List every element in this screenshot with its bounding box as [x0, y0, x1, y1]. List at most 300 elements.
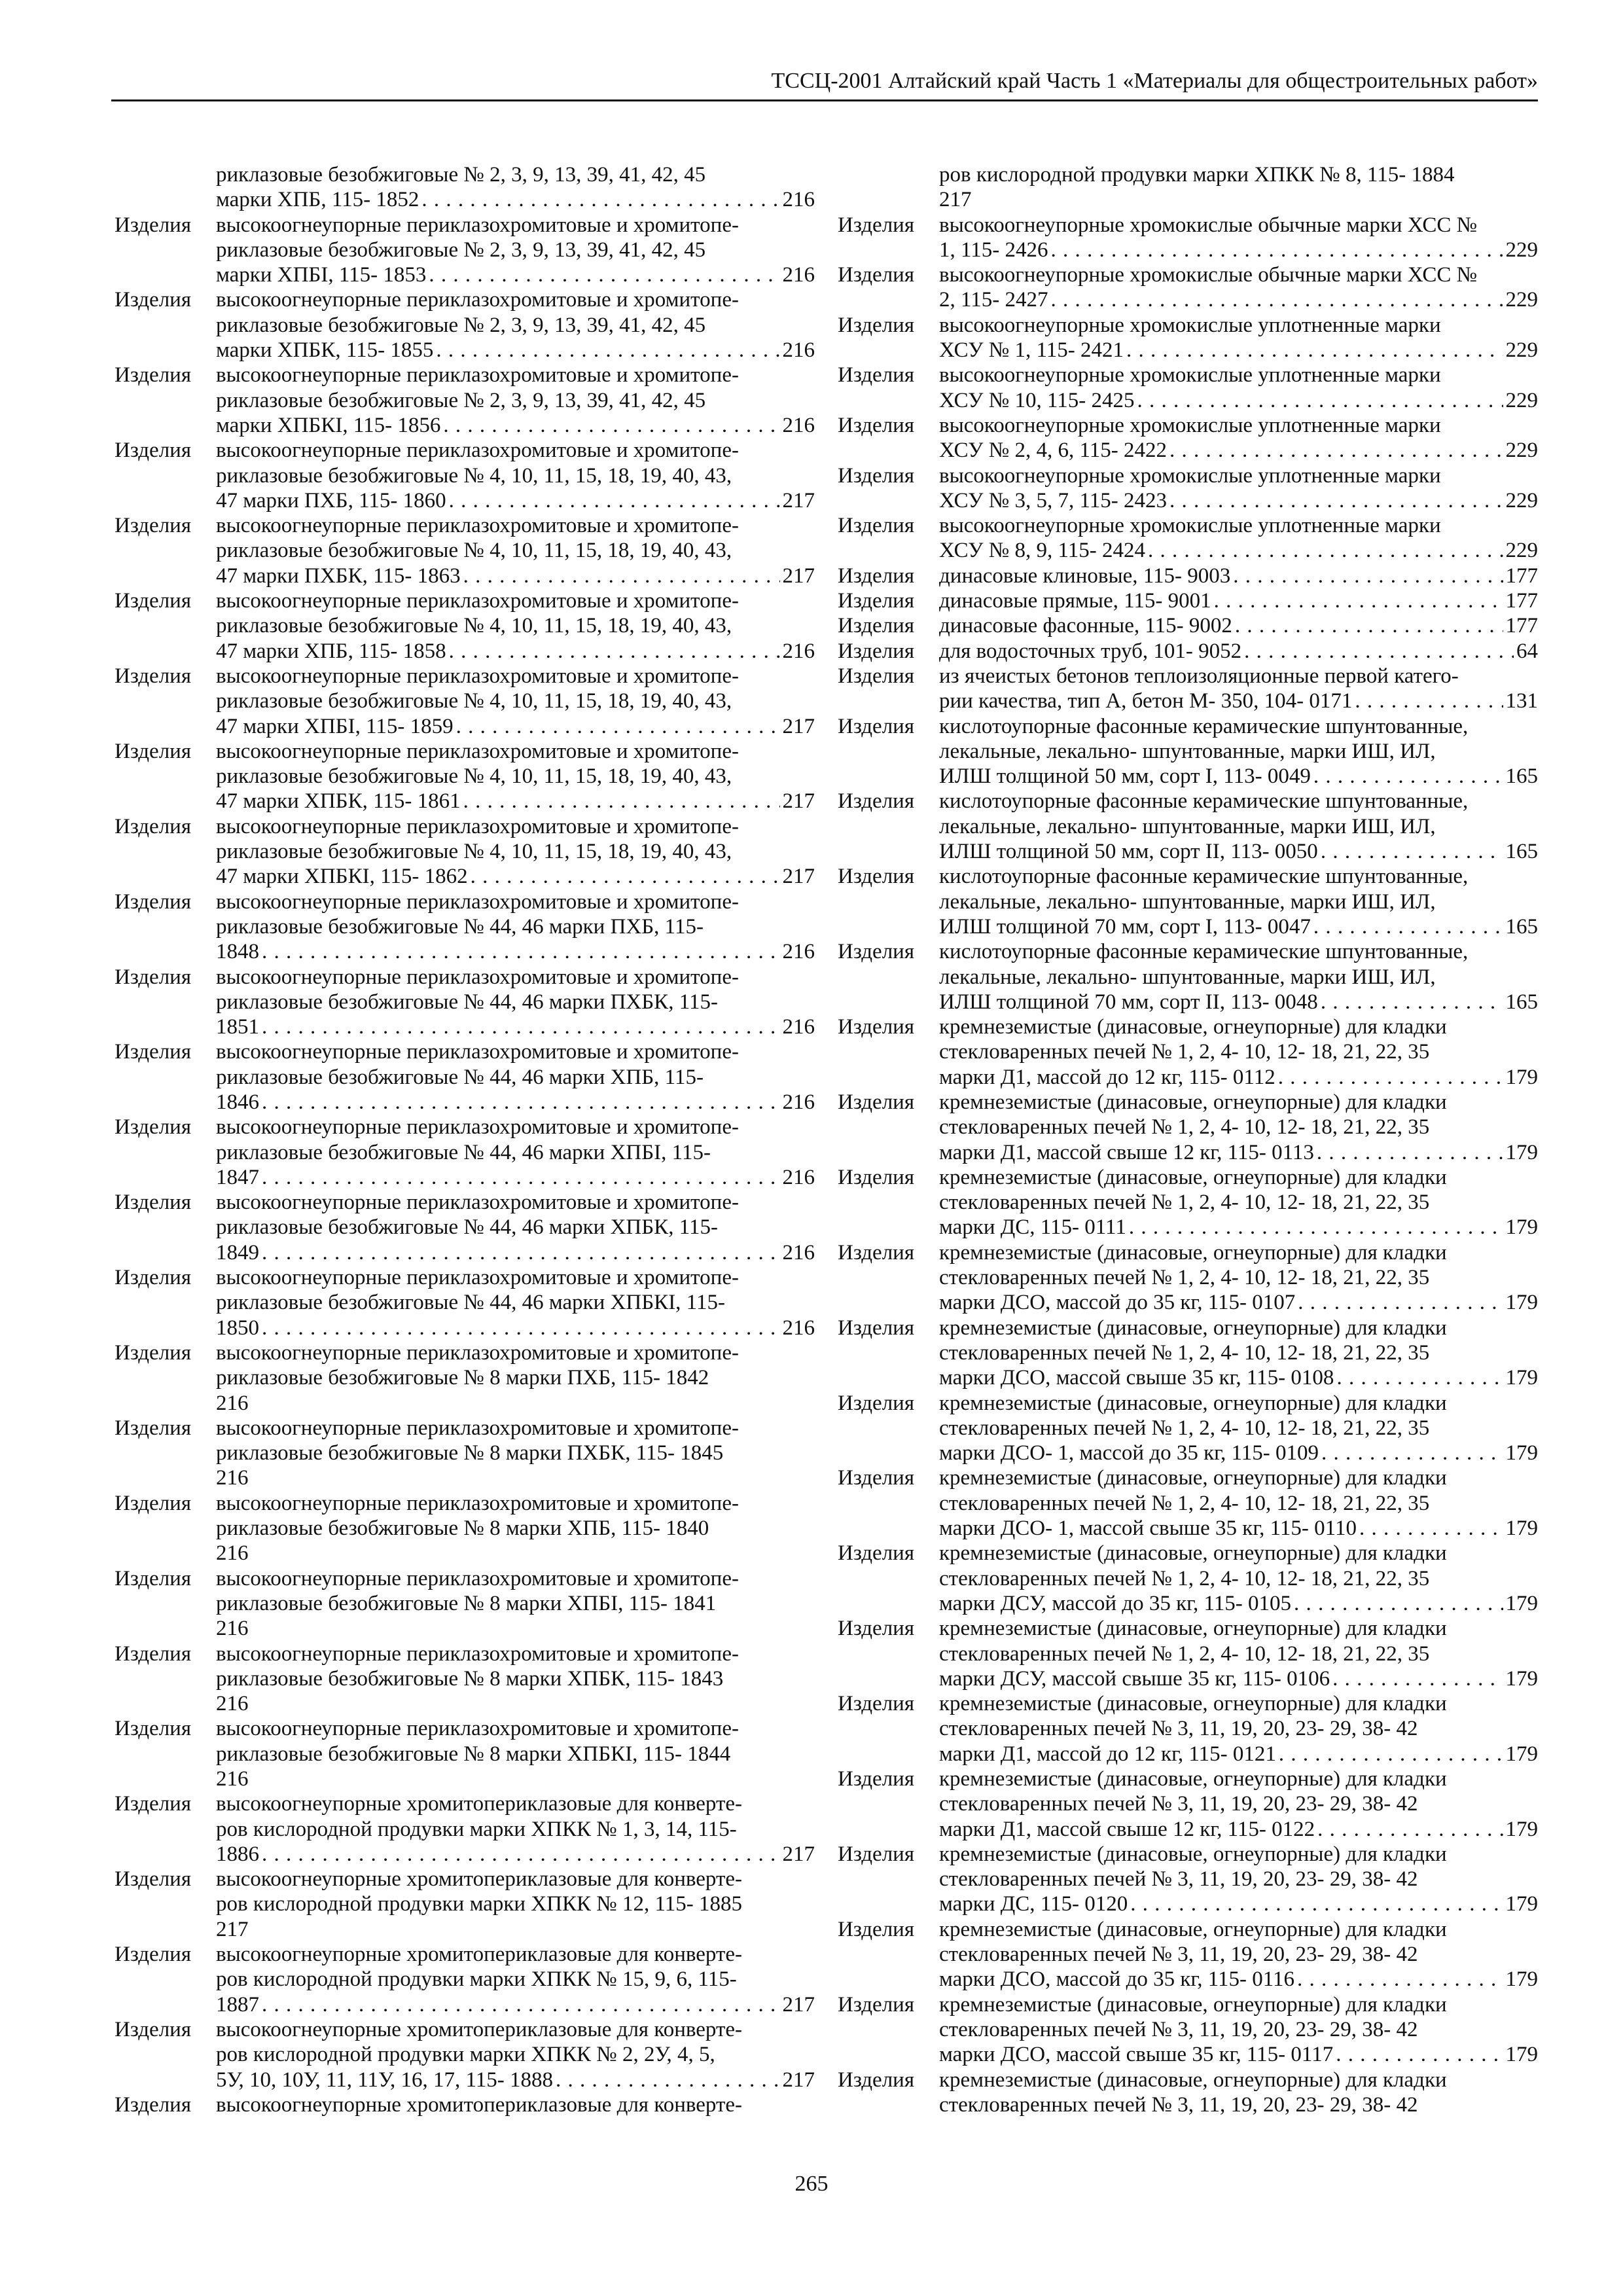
entry-page-ref: 179 — [1505, 1892, 1538, 1916]
dot-leader — [1313, 914, 1503, 939]
entry-page-ref: 177 — [1505, 614, 1538, 638]
index-entry — [838, 1842, 1538, 1917]
entry-lead-word: Изделия — [115, 1717, 192, 1741]
entry-text: риклазовые безобжиговые № 4, 10, 11, 15, 18, 19, 40, 43, — [216, 689, 732, 713]
index-entry — [115, 889, 815, 965]
entry-text: 216 — [216, 1541, 249, 1566]
entry-lead-word: Изделия — [115, 288, 192, 312]
index-entry — [838, 2068, 1538, 2118]
entry-lead-word: Изделия — [115, 1115, 192, 1139]
index-entry-line — [115, 2068, 815, 2092]
entry-lead-word: Изделия — [115, 2092, 192, 2117]
entry-text: высокоогнеупорные хромокислые обычные марки ХСС № — [939, 213, 1478, 237]
index-entry-line — [838, 438, 1538, 463]
index-entry-line — [115, 613, 815, 638]
dot-leader — [449, 639, 780, 664]
index-entry-line — [838, 388, 1538, 413]
index-entry-line — [115, 2017, 815, 2042]
dot-leader — [1332, 1666, 1503, 1691]
dot-leader — [262, 1165, 780, 1190]
entry-lead-word: Изделия — [838, 940, 915, 964]
entry-text: риклазовые безобжиговые № 2, 3, 9, 13, 39, 41, 42, 45 — [216, 163, 706, 187]
entry-page-ref: 165 — [1505, 990, 1538, 1014]
entry-text: высокоогнеупорные хромитопериклазовые для конверте- — [216, 2092, 743, 2117]
entry-text: 5У, 10, 10У, 11, 11У, 16, 17, 115- 1888 — [216, 2068, 554, 2092]
entry-page-ref: 229 — [1505, 488, 1538, 512]
index-entry-line — [115, 1065, 815, 1090]
index-entry — [838, 664, 1538, 714]
dot-leader — [463, 789, 780, 814]
index-entry-line — [838, 1465, 1538, 1490]
index-entry-line — [115, 1265, 815, 1290]
index-entry — [115, 1039, 815, 1115]
entry-page-ref: 216 — [782, 1090, 815, 1114]
entry-text: кремнеземистые (динасовые, огнеупорные) для кладки — [939, 1617, 1447, 1641]
entry-text: кислотоупорные фасонные керамические шпунтованные, — [939, 940, 1469, 964]
entry-lead-word: Изделия — [115, 514, 192, 538]
entry-page-ref: 216 — [782, 1316, 815, 1340]
entry-text: ХСУ № 8, 9, 115- 2424 — [939, 539, 1146, 563]
dot-leader — [1317, 1817, 1503, 1842]
index-entry-line — [115, 1140, 815, 1165]
index-entry-line — [115, 1992, 815, 2017]
index-entry-line — [838, 513, 1538, 538]
dot-leader — [443, 413, 779, 438]
entry-lead-word: Изделия — [838, 564, 915, 588]
index-entry-line — [838, 1140, 1538, 1165]
index-entry-line — [838, 238, 1538, 262]
entry-page-ref: 216 — [782, 940, 815, 964]
entry-text: 1851 — [216, 1015, 259, 1039]
entry-page-ref: 229 — [1505, 288, 1538, 312]
entry-text: стекловаренных печей № 1, 2, 4- 10, 12- 18, 21, 22, 35 — [939, 1340, 1430, 1365]
index-entry-line — [115, 1892, 815, 1916]
index-entry — [838, 1691, 1538, 1767]
entry-lead-word: Изделия — [838, 865, 915, 889]
entry-page-ref: 217 — [782, 1842, 815, 1866]
entry-page-ref: 165 — [1505, 840, 1538, 864]
entry-text: риклазовые безобжиговые № 44, 46 марки ПХБК, 115- — [216, 990, 718, 1014]
index-entry-line — [838, 413, 1538, 438]
entry-lead-word: Изделия — [115, 739, 192, 763]
index-entry-line — [838, 1290, 1538, 1315]
index-entry-line — [115, 1290, 815, 1315]
entry-lead-word: Изделия — [838, 1015, 915, 1039]
entry-page-ref: 179 — [1505, 1441, 1538, 1465]
entry-text: стекловаренных печей № 1, 2, 4- 10, 12- 18, 21, 22, 35 — [939, 1566, 1430, 1590]
dot-leader — [1297, 1967, 1503, 1992]
entry-page-ref: 165 — [1505, 764, 1538, 789]
index-entry-line — [115, 162, 815, 187]
index-entry — [838, 1316, 1538, 1391]
index-entry-line — [838, 1641, 1538, 1666]
index-entry-line — [115, 338, 815, 363]
entry-text: ХСУ № 2, 4, 6, 115- 2422 — [939, 439, 1168, 463]
index-column-left — [115, 162, 815, 2117]
entry-text: лекальные, лекально- шпунтованные, марки ИШ, ИЛ, — [939, 889, 1436, 914]
entry-page-ref: 229 — [1505, 539, 1538, 563]
entry-page-ref: 217 — [782, 1992, 815, 2017]
index-entry-line — [115, 764, 815, 789]
entry-page-ref: 179 — [1505, 1967, 1538, 1992]
entry-lead-word: Изделия — [838, 1917, 915, 1941]
entry-page-ref: 216 — [782, 188, 815, 212]
entry-text: марки ДС, 115- 0120 — [939, 1892, 1128, 1916]
entry-text: 217 — [939, 188, 972, 212]
index-entry-line — [838, 764, 1538, 789]
index-entry-line — [115, 1491, 815, 1516]
entry-text: 216 — [216, 1391, 249, 1415]
entry-text: ИЛШ толщиной 70 мм, сорт I, 113- 0047 — [939, 914, 1311, 939]
entry-text: динасовые клиновые, 115- 9003 — [939, 564, 1231, 588]
index-entry-line — [838, 814, 1538, 839]
dot-leader — [262, 939, 780, 964]
index-entry-line — [115, 689, 815, 713]
entry-page-ref: 216 — [782, 338, 815, 363]
index-entry — [115, 1566, 815, 1641]
entry-text: марки ДСО, массой до 35 кг, 115- 0107 — [939, 1291, 1296, 1315]
entry-text: высокоогнеупорные хромитопериклазовые для конверте- — [216, 2017, 743, 2041]
entry-text: риклазовые безобжиговые № 44, 46 марки ХПБКІ, 115- — [216, 1291, 725, 1315]
dot-leader — [1233, 564, 1503, 588]
entry-text: 47 марки ПХБ, 115- 1860 — [216, 488, 446, 512]
index-entry — [115, 1265, 815, 1340]
index-entry-line — [838, 1666, 1538, 1691]
entry-text: марки ДСО, массой свыше 35 кг, 115- 0117 — [939, 2043, 1334, 2067]
index-entry-line — [115, 1566, 815, 1591]
entry-text: из ячеистых бетонов теплоизоляционные первой катего- — [939, 664, 1459, 688]
entry-text: марки Д1, массой свыше 12 кг, 115- 0113 — [939, 1140, 1314, 1164]
dot-leader — [1313, 764, 1503, 789]
entry-text: кислотоупорные фасонные керамические шпунтованные, — [939, 865, 1469, 889]
index-entry — [838, 1992, 1538, 2068]
entry-page-ref: 216 — [782, 639, 815, 663]
index-entry — [115, 1340, 815, 1416]
entry-text: 47 марки ПХБК, 115- 1863 — [216, 564, 461, 588]
index-entry-line — [838, 162, 1538, 187]
index-entry-line — [115, 2042, 815, 2067]
entry-text: кремнеземистые (динасовые, огнеупорные) для кладки — [939, 1015, 1447, 1039]
entry-lead-word: Изделия — [115, 1566, 192, 1590]
entry-text: ХСУ № 10, 115- 2425 — [939, 388, 1135, 412]
entry-text: высокоогнеупорные хромитопериклазовые для конверте- — [216, 1867, 743, 1892]
entry-page-ref: 179 — [1505, 1516, 1538, 1541]
entry-lead-word: Изделия — [115, 664, 192, 688]
entry-text: марки Д1, массой до 12 кг, 115- 0112 — [939, 1065, 1275, 1089]
dot-leader — [1355, 689, 1503, 713]
index-entry — [115, 1416, 815, 1491]
index-entry-line — [838, 287, 1538, 312]
entry-text: ров кислородной продувки марки ХПКК № 8, 115- 1884 — [939, 163, 1455, 187]
index-entry-line — [838, 363, 1538, 387]
index-entry — [115, 1491, 815, 1566]
index-entry-line — [115, 1215, 815, 1240]
index-entry-line — [115, 1641, 815, 1666]
entry-text: 216 — [216, 1692, 249, 1716]
dot-leader — [262, 1316, 780, 1340]
entry-page-ref: 179 — [1505, 1591, 1538, 1615]
entry-text: кремнеземистые (динасовые, огнеупорные) для кладки — [939, 2068, 1447, 2092]
dot-leader — [1278, 1065, 1503, 1090]
entry-page-ref: 179 — [1505, 1065, 1538, 1089]
entry-lead-word: Изделия — [838, 1391, 915, 1415]
entry-text: стекловаренных печей № 3, 11, 19, 20, 23- 29, 38- 42 — [939, 1943, 1418, 1967]
index-entry-line — [115, 1541, 815, 1566]
entry-text: марки ДС, 115- 0111 — [939, 1215, 1126, 1240]
index-entry-line — [115, 839, 815, 864]
dot-leader — [1129, 1215, 1503, 1240]
entry-lead-word: Изделия — [115, 1792, 192, 1816]
entry-lead-word: Изделия — [115, 1040, 192, 1064]
dot-leader — [262, 1992, 780, 2017]
index-entry-line — [838, 1892, 1538, 1916]
index-entry-line — [838, 2068, 1538, 2092]
entry-text: высокоогнеупорные периклазохромитовые и хромитопе- — [216, 213, 739, 237]
entry-lead-word: Изделия — [115, 589, 192, 613]
entry-text: высокоогнеупорные периклазохромитовые и хромитопе- — [216, 889, 739, 914]
entry-text: риклазовые безобжиговые № 4, 10, 11, 15, 18, 19, 40, 43, — [216, 764, 732, 789]
entry-text: 47 марки ХПБК, 115- 1861 — [216, 789, 461, 814]
entry-text: марки ДСУ, массой до 35 кг, 115- 0105 — [939, 1591, 1291, 1615]
entry-lead-word: Изделия — [838, 639, 915, 663]
index-entry — [838, 1240, 1538, 1316]
dot-leader — [421, 187, 779, 212]
index-entry — [115, 739, 815, 814]
entry-text: стекловаренных печей № 3, 11, 19, 20, 23- 29, 38- 42 — [939, 2017, 1418, 2041]
entry-lead-word: Изделия — [838, 589, 915, 613]
index-entry-line — [838, 1115, 1538, 1139]
index-entry-line — [115, 388, 815, 413]
entry-lead-word: Изделия — [838, 2068, 915, 2092]
index-entry — [115, 1115, 815, 1190]
dot-leader — [1321, 990, 1503, 1014]
entry-text: ров кислородной продувки марки ХПКК № 1, 3, 14, 115- — [216, 1817, 737, 1841]
entry-lead-word: Изделия — [838, 363, 915, 387]
index-entry-line — [838, 213, 1538, 238]
index-entry-line — [838, 1340, 1538, 1365]
index-entry-line — [115, 1090, 815, 1115]
index-entry-line — [115, 287, 815, 312]
index-entry-line — [838, 2042, 1538, 2067]
entry-lead-word: Изделия — [838, 1541, 915, 1566]
entry-text: высокоогнеупорные периклазохромитовые и хромитопе- — [216, 814, 739, 838]
entry-text: ХСУ № 3, 5, 7, 115- 2423 — [939, 488, 1168, 512]
entry-lead-word: Изделия — [838, 789, 915, 814]
index-entry-line — [115, 1591, 815, 1616]
index-entry-line — [838, 187, 1538, 212]
entry-text: высокоогнеупорные хромокислые уплотненные марки — [939, 313, 1441, 337]
dot-leader — [262, 1842, 780, 1867]
index-entry-line — [115, 1416, 815, 1441]
entry-text: кремнеземистые (динасовые, огнеупорные) для кладки — [939, 1391, 1447, 1415]
entry-text: риклазовые безобжиговые № 8 марки ХПБК, 115- 1843 — [216, 1666, 724, 1691]
index-entry-line — [115, 1842, 815, 1867]
entry-text: кремнеземистые (динасовые, огнеупорные) для кладки — [939, 1541, 1447, 1566]
entry-text: 1850 — [216, 1316, 259, 1340]
index-entry-line — [838, 338, 1538, 363]
entry-text: 1848 — [216, 940, 259, 964]
index-entry — [838, 1090, 1538, 1165]
index-entry-line — [838, 839, 1538, 864]
entry-text: риклазовые безобжиговые № 2, 3, 9, 13, 39, 41, 42, 45 — [216, 388, 706, 412]
entry-lead-word: Изделия — [838, 1466, 915, 1490]
entry-page-ref: 179 — [1505, 1666, 1538, 1691]
index-entry-line — [838, 1691, 1538, 1716]
index-entry-line — [838, 1791, 1538, 1816]
index-entry-line — [838, 1817, 1538, 1842]
entry-text: высокоогнеупорные хромитопериклазовые для конверте- — [216, 1792, 743, 1816]
entry-page-ref: 217 — [782, 2068, 815, 2092]
dot-leader — [1235, 613, 1503, 638]
entry-text: стекловаренных печей № 1, 2, 4- 10, 12- 18, 21, 22, 35 — [939, 1040, 1430, 1064]
entry-lead-word: Изделия — [838, 263, 915, 287]
index-entry-line — [838, 689, 1538, 713]
index-entry — [115, 2017, 815, 2092]
index-entry-line — [838, 1190, 1538, 1215]
index-entry-line — [115, 238, 815, 262]
index-entry — [115, 1867, 815, 1942]
entry-text: риклазовые безобжиговые № 44, 46 марки ХПБК, 115- — [216, 1215, 718, 1240]
entry-text: высокоогнеупорные периклазохромитовые и хромитопе- — [216, 1115, 739, 1139]
entry-text: кремнеземистые (динасовые, огнеупорные) для кладки — [939, 1917, 1447, 1941]
index-entry-line — [838, 1365, 1538, 1390]
index-entry-line — [838, 990, 1538, 1014]
index-entry — [838, 413, 1538, 463]
entry-lead-word: Изделия — [838, 1992, 915, 2017]
entry-text: высокоогнеупорные периклазохромитовые и хромитопе- — [216, 1340, 739, 1365]
page-number: 265 — [794, 2172, 829, 2196]
index-entry — [115, 162, 815, 213]
entry-text: кремнеземистые (динасовые, огнеупорные) для кладки — [939, 1240, 1447, 1265]
entry-text: риклазовые безобжиговые № 2, 3, 9, 13, 39, 41, 42, 45 — [216, 238, 706, 262]
index-entry-line — [838, 889, 1538, 914]
index-entry-line — [838, 1591, 1538, 1616]
index-entry-line — [115, 413, 815, 438]
entry-page-ref: 229 — [1505, 388, 1538, 412]
index-entry-line — [115, 438, 815, 463]
entry-text: 217 — [216, 1917, 249, 1941]
index-entry-line — [838, 1942, 1538, 1967]
entry-text: ХСУ № 1, 115- 2421 — [939, 338, 1124, 363]
entry-text: 216 — [216, 1466, 249, 1490]
index-entry-line — [838, 1491, 1538, 1516]
entry-text: кремнеземистые (динасовые, огнеупорные) для кладки — [939, 1767, 1447, 1791]
index-entry — [115, 1716, 815, 1791]
index-entry-line — [115, 889, 815, 914]
index-entry-line — [115, 1942, 815, 1967]
index-entry — [115, 1942, 815, 2017]
entry-lead-word: Изделия — [115, 1191, 192, 1215]
index-entry — [115, 513, 815, 588]
index-entry-line — [838, 588, 1538, 613]
index-entry-line — [838, 1516, 1538, 1541]
index-entry-line — [115, 1115, 815, 1139]
entry-text: 1849 — [216, 1240, 259, 1265]
index-entry-line — [838, 789, 1538, 814]
index-entry-line — [115, 965, 815, 990]
entry-text: ров кислородной продувки марки ХПКК № 15, 9, 6, 115- — [216, 1967, 737, 1992]
entry-text: марки ДСО- 1, массой до 35 кг, 115- 0109 — [939, 1441, 1319, 1465]
index-entry-line — [838, 639, 1538, 664]
index-entry-line — [115, 864, 815, 889]
entry-lead-word: Изделия — [838, 514, 915, 538]
entry-text: марки ХПБІ, 115- 1853 — [216, 263, 427, 287]
index-entry-line — [115, 814, 815, 839]
index-entry-line — [115, 1465, 815, 1490]
index-entry-line — [115, 187, 815, 212]
index-entry-line — [115, 1716, 815, 1741]
entry-text: высокоогнеупорные периклазохромитовые и хромитопе- — [216, 1416, 739, 1440]
entry-text: марки ДСУ, массой свыше 35 кг, 115- 0106 — [939, 1666, 1330, 1691]
entry-text: высокоогнеупорные хромокислые уплотненные марки — [939, 413, 1441, 437]
dot-leader — [429, 262, 779, 287]
dot-leader — [1336, 1365, 1503, 1390]
entry-lead-word: Изделия — [115, 1491, 192, 1515]
index-entry — [838, 1465, 1538, 1541]
entry-lead-word: Изделия — [838, 413, 915, 437]
index-entry-line — [838, 1316, 1538, 1340]
index-entry — [115, 2092, 815, 2117]
index-entry-line — [115, 1365, 815, 1390]
entry-lead-word: Изделия — [838, 664, 915, 688]
index-entry-line — [115, 564, 815, 588]
entry-text: 1846 — [216, 1090, 259, 1114]
index-entry-line — [838, 613, 1538, 638]
entry-lead-word: Изделия — [838, 213, 915, 237]
entry-lead-word: Изделия — [115, 213, 192, 237]
index-entry — [838, 1165, 1538, 1240]
index-entry-line — [115, 463, 815, 488]
entry-text: кремнеземистые (динасовые, огнеупорные) для кладки — [939, 1090, 1447, 1114]
index-entry — [115, 1190, 815, 1265]
index-entry-line — [838, 1842, 1538, 1867]
index-entry-line — [838, 1867, 1538, 1892]
index-entry-line — [838, 1165, 1538, 1190]
entry-text: 1887 — [216, 1992, 259, 2017]
entry-lead-word: Изделия — [838, 463, 915, 488]
entry-text: высокоогнеупорные хромитопериклазовые для конверте- — [216, 1943, 743, 1967]
index-entry-line — [115, 1691, 815, 1716]
index-entry — [838, 588, 1538, 613]
index-entry-line — [838, 1265, 1538, 1290]
index-entry-line — [838, 488, 1538, 513]
index-entry-line — [115, 1190, 815, 1215]
entry-page-ref: 216 — [782, 1240, 815, 1265]
entry-text: высокоогнеупорные периклазохромитовые и хромитопе- — [216, 363, 739, 387]
entry-text: высокоогнеупорные периклазохромитовые и хромитопе- — [216, 1717, 739, 1741]
index-entry-line — [115, 1316, 815, 1340]
entry-page-ref: 179 — [1505, 1291, 1538, 1315]
index-entry-line — [838, 864, 1538, 889]
entry-page-ref: 217 — [782, 564, 815, 588]
entry-text: риклазовые безобжиговые № 44, 46 марки ХПБІ, 115- — [216, 1140, 711, 1164]
index-entry — [838, 789, 1538, 864]
index-entry-line — [838, 1541, 1538, 1566]
index-entry-line — [115, 313, 815, 338]
index-entry — [838, 1616, 1538, 1691]
dot-leader — [1126, 338, 1503, 363]
entry-text: марки ДСО, массой до 35 кг, 115- 0116 — [939, 1967, 1295, 1992]
index-entry-line — [838, 939, 1538, 964]
entry-text: 47 марки ХПБІ, 115- 1859 — [216, 714, 454, 738]
entry-page-ref: 177 — [1505, 589, 1538, 613]
index-entry — [115, 213, 815, 288]
index-entry-line — [838, 1065, 1538, 1090]
entry-text: 1886 — [216, 1842, 259, 1866]
entry-text: высокоогнеупорные периклазохромитовые и хромитопе- — [216, 439, 739, 463]
entry-text: марки ХПБ, 115- 1852 — [216, 188, 419, 212]
dot-leader — [1359, 1516, 1503, 1541]
